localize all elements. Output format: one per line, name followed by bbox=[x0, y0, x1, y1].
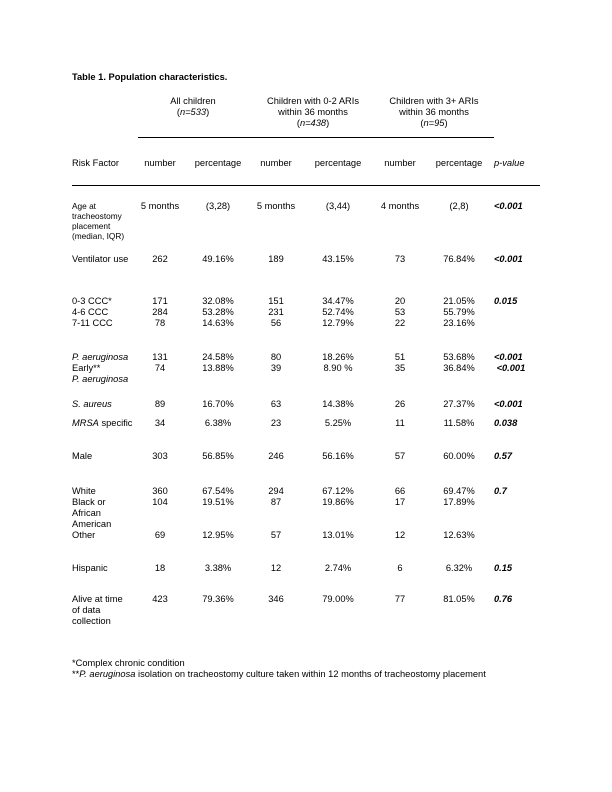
table-cell: 423 bbox=[152, 594, 168, 604]
group-header-line: Children with 0-2 ARIs bbox=[267, 96, 359, 106]
table-cell: 76.84% bbox=[443, 254, 475, 264]
table-cell: 11.58% bbox=[443, 418, 475, 428]
table-cell: 60.00% bbox=[443, 451, 475, 461]
footnote-ccc: *Complex chronic condition bbox=[72, 658, 185, 668]
table-cell: 89 bbox=[154, 399, 166, 409]
table-cell: 79.36% bbox=[202, 594, 234, 604]
table-cell: 3.38% bbox=[204, 563, 232, 573]
p-value-cell: <0.001 bbox=[494, 201, 523, 211]
table-cell: 4 months bbox=[380, 201, 420, 211]
table-cell: 32.08% 53.28% 14.63% bbox=[202, 296, 234, 328]
table-cell: 57 bbox=[394, 451, 406, 461]
group-header-n: (n=533) bbox=[176, 107, 210, 117]
table-cell: 79.00% bbox=[322, 594, 354, 604]
table-cell: 346 bbox=[268, 594, 284, 604]
table-cell: 80 39 bbox=[270, 352, 282, 373]
table-cell: 77 bbox=[394, 594, 406, 604]
table-cell: 21.05% 55.79% 23.16% bbox=[443, 296, 475, 328]
table-cell: 12 bbox=[270, 563, 282, 573]
group-header-n: (n=95) bbox=[420, 118, 448, 128]
table-cell: 6.38% bbox=[204, 418, 232, 428]
col-header-risk-factor: Risk Factor bbox=[72, 158, 120, 168]
table-cell: (2,8) bbox=[449, 201, 469, 211]
risk-factor-label: MRSA specific bbox=[72, 418, 133, 428]
p-value-cell: 0.57 bbox=[494, 451, 513, 461]
table-cell: 49.16% bbox=[202, 254, 234, 264]
group-header-line: within 36 months bbox=[399, 107, 469, 117]
p-value-cell: 0.7 bbox=[494, 486, 507, 496]
risk-factor-label: Hispanic bbox=[72, 563, 108, 573]
table-cell: 69.47% 17.89% 12.63% bbox=[443, 486, 475, 540]
table-cell: 43.15% bbox=[322, 254, 354, 264]
p-value-cell: 0.76 bbox=[494, 594, 513, 604]
col-header-percentage: percentage bbox=[194, 158, 242, 168]
risk-factor-label: White Black or African American Other bbox=[72, 486, 112, 540]
table-cell: 5 months bbox=[256, 201, 296, 211]
table-cell: 6 bbox=[397, 563, 403, 573]
table-cell: 66 17 12 bbox=[394, 486, 406, 540]
table-cell: (3,44) bbox=[325, 201, 351, 211]
table-cell: 18.26% 8.90 % bbox=[322, 352, 354, 373]
table-cell: 360 104 69 bbox=[152, 486, 168, 540]
group-header-line: Children with 3+ ARIs bbox=[389, 96, 479, 106]
table-cell: 23 bbox=[270, 418, 282, 428]
table-cell: 14.38% bbox=[322, 399, 354, 409]
risk-factor-label: S. aureus bbox=[72, 399, 112, 409]
p-value-cell: 0.15 bbox=[494, 563, 513, 573]
table-title: Table 1. Population characteristics. bbox=[72, 72, 228, 82]
risk-factor-label: Male bbox=[72, 451, 93, 461]
risk-factor-label: Ventilator use bbox=[72, 254, 129, 264]
group-rule bbox=[138, 137, 494, 138]
table-cell: 16.70% bbox=[202, 399, 234, 409]
p-value-cell: <0.001 <0.001 bbox=[494, 352, 526, 373]
risk-factor-label: Alive at time of data collection bbox=[72, 594, 123, 626]
table-cell: 5.25% bbox=[324, 418, 352, 428]
table-cell: 303 bbox=[152, 451, 168, 461]
table-cell: 53.68% 36.84% bbox=[443, 352, 475, 373]
p-value-cell: 0.015 bbox=[494, 296, 518, 306]
table-cell: 24.58% 13.88% bbox=[202, 352, 234, 373]
group-header-3plus bbox=[375, 96, 493, 129]
p-value-cell: <0.001 bbox=[494, 254, 523, 264]
table-cell: 131 74 bbox=[152, 352, 168, 373]
col-header-p-value: p-value bbox=[494, 158, 525, 168]
table-cell: 27.37% bbox=[443, 399, 475, 409]
header-rule bbox=[72, 185, 540, 186]
table-cell: 189 bbox=[268, 254, 284, 264]
col-header-percentage: percentage bbox=[435, 158, 483, 168]
col-header-number: number bbox=[144, 158, 176, 168]
risk-factor-label: 0-3 CCC* 4-6 CCC 7-11 CCC bbox=[72, 296, 113, 328]
table-cell: 51 35 bbox=[394, 352, 406, 373]
table-cell: 81.05% bbox=[443, 594, 475, 604]
risk-factor-label: P. aeruginosa Early** P. aeruginosa bbox=[72, 352, 129, 384]
table-cell: 73 bbox=[394, 254, 406, 264]
p-value-cell: 0.038 bbox=[494, 418, 518, 428]
table-cell: 151 231 56 bbox=[268, 296, 284, 328]
table-cell: 262 bbox=[152, 254, 168, 264]
table-cell: (3,28) bbox=[205, 201, 231, 211]
table-cell: 2.74% bbox=[324, 563, 352, 573]
footnote-early: **P. aeruginosa isolation on tracheostomy culture taken within 12 months of tracheostomy placement bbox=[72, 669, 486, 679]
group-header-0-2 bbox=[250, 96, 376, 129]
table-cell: 63 bbox=[270, 399, 282, 409]
group-header-all bbox=[135, 96, 251, 118]
table-cell: 5 months bbox=[140, 201, 180, 211]
table-cell: 34.47% 52.74% 12.79% bbox=[322, 296, 354, 328]
table-cell: 294 87 57 bbox=[268, 486, 284, 540]
table-cell: 246 bbox=[268, 451, 284, 461]
table-cell: 6.32% bbox=[445, 563, 473, 573]
table-cell: 67.12% 19.86% 13.01% bbox=[322, 486, 354, 540]
table-cell: 67.54% 19.51% 12.95% bbox=[202, 486, 234, 540]
table-cell: 18 bbox=[154, 563, 166, 573]
col-header-percentage: percentage bbox=[314, 158, 362, 168]
table-cell: 56.16% bbox=[322, 451, 354, 461]
table-cell: 26 bbox=[394, 399, 406, 409]
table-cell: 20 53 22 bbox=[394, 296, 406, 328]
risk-factor-label: Age at tracheostomy placement (median, IQR) bbox=[72, 201, 125, 241]
table-cell: 171 284 78 bbox=[152, 296, 168, 328]
table-cell: 56.85% bbox=[202, 451, 234, 461]
group-header-line: All children bbox=[170, 96, 216, 106]
group-header-n: (n=438) bbox=[296, 118, 330, 128]
col-header-number: number bbox=[260, 158, 292, 168]
p-value-cell: <0.001 bbox=[494, 399, 523, 409]
table-cell: 11 bbox=[395, 418, 405, 428]
group-header-line: within 36 months bbox=[278, 107, 348, 117]
table-cell: 34 bbox=[154, 418, 166, 428]
col-header-number: number bbox=[384, 158, 416, 168]
